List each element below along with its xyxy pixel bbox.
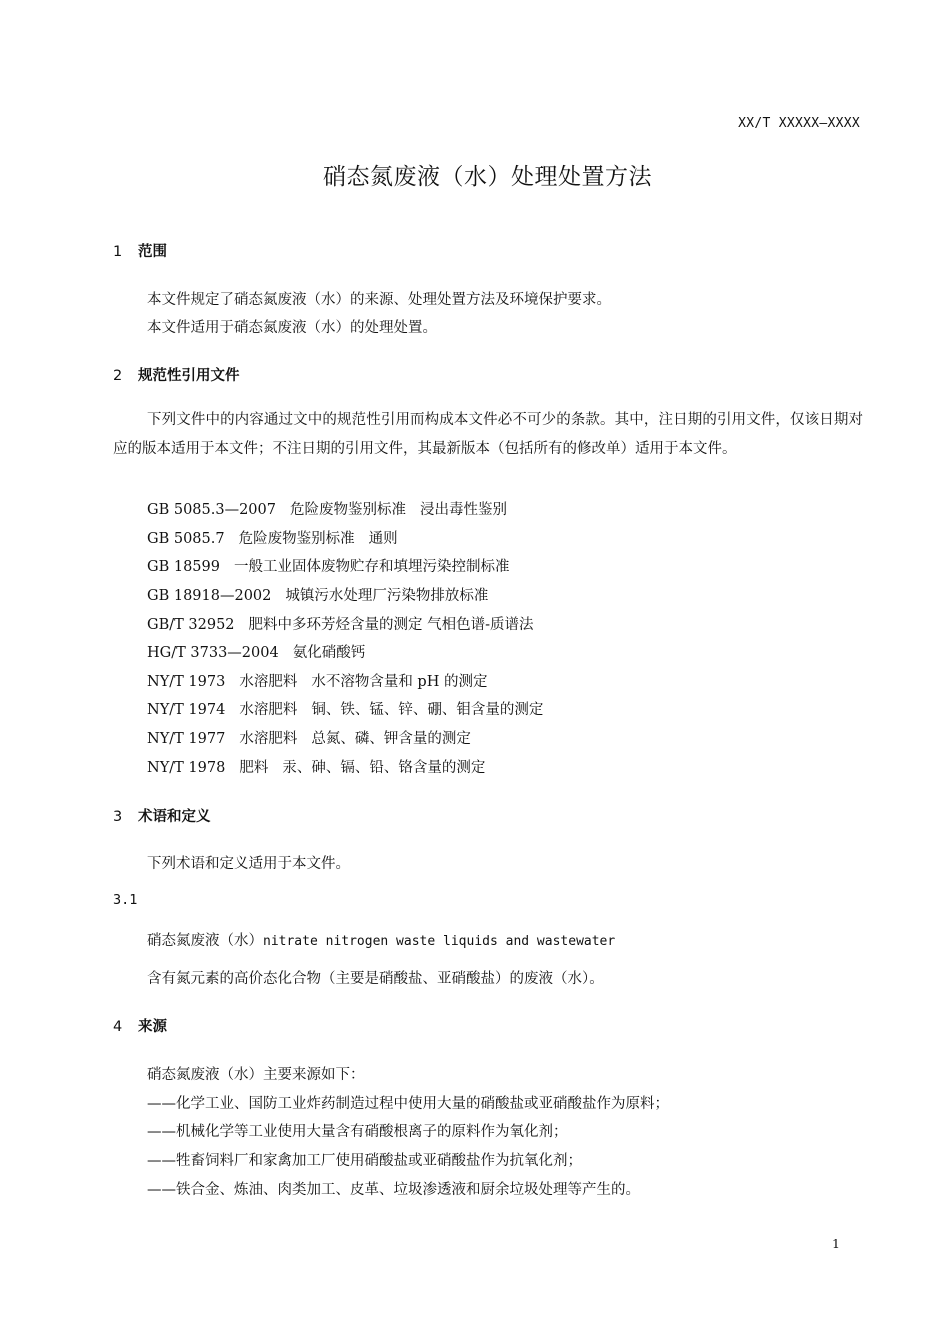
reference-item <box>147 698 543 719</box>
reference-item <box>147 641 379 662</box>
section-4-heading <box>113 1015 167 1036</box>
list-item: ——机械化学等工业使用大量含有硝酸根离子的原料作为氧化剂； <box>147 1124 568 1140</box>
term-chinese: 硝态氮废液（水） <box>147 933 263 949</box>
reference-item <box>147 756 485 777</box>
term-entry <box>147 929 615 950</box>
list-item: ——铁合金、炼油、肉类加工、皮革、垃圾渗透液和厨余垃圾处理等产生的。 <box>147 1182 640 1198</box>
reference-code: NY/T 1973 <box>147 674 226 690</box>
section-2-heading <box>113 364 240 385</box>
term-english: nitrate nitrogen waste liquids and wastewater <box>263 934 616 949</box>
reference-item <box>147 527 398 548</box>
reference-title: 危险废物鉴别标准 <box>290 502 406 518</box>
reference-code: GB 5085.7 <box>147 531 225 547</box>
reference-item <box>147 555 523 576</box>
section-number: 4 <box>113 1019 123 1035</box>
reference-title: 危险废物鉴别标准 <box>238 531 355 547</box>
section-title: 规范性引用文件 <box>138 368 240 384</box>
reference-title: 肥料 <box>239 760 269 776</box>
reference-title: 肥料中多环芳烃含量的测定 气相色谱-质谱法 <box>248 617 534 633</box>
reference-title: 水溶肥料 <box>239 702 298 718</box>
reference-title: 水溶肥料 <box>239 731 298 747</box>
reference-code: GB 5085.3—2007 <box>147 502 276 518</box>
reference-title: 一般工业固体废物贮存和填埋污染控制标准 <box>233 559 510 575</box>
list-item: ——牲畜饲料厂和家禽加工厂使用硝酸盐或亚硝酸盐作为抗氧化剂； <box>147 1153 582 1169</box>
reference-subtitle: 通则 <box>368 531 398 547</box>
reference-item <box>147 498 507 519</box>
reference-code: NY/T 1978 <box>147 760 226 776</box>
term-definition: 含有氮元素的高价态化合物（主要是硝酸盐、亚硝酸盐）的废液（水）。 <box>147 971 604 987</box>
reference-subtitle: 总氮、磷、钾含量的测定 <box>311 731 471 747</box>
reference-code: HG/T 3733—2004 <box>147 645 279 661</box>
reference-subtitle: 铜、铁、锰、锌、硼、钼含量的测定 <box>311 702 544 718</box>
reference-code: GB 18599 <box>147 559 220 575</box>
reference-code: GB 18918—2002 <box>147 588 272 604</box>
page-number: 1 <box>832 1236 840 1251</box>
section-number: 2 <box>113 368 123 384</box>
reference-subtitle: 汞、砷、镉、铅、铬含量的测定 <box>282 760 486 776</box>
page-title: 硝态氮废液（水）处理处置方法 <box>323 164 652 190</box>
reference-item <box>147 670 487 691</box>
reference-title: 水溶肥料 <box>239 674 298 690</box>
normative-references-intro: 下列文件中的内容通过文中的规范性引用而构成本文件必不可少的条款。其中，注日期的引用文件，仅该日期对应的版本适用于本文件；不注日期的引用文件，其最新版本（包括所有的修改单）适用于本文件。 <box>113 412 863 457</box>
section-number: 3 <box>113 809 123 825</box>
section-number: 1 <box>113 244 123 260</box>
reference-code: NY/T 1974 <box>147 702 226 718</box>
reference-code: GB/T 32952 <box>147 617 235 633</box>
paragraph: 下列术语和定义适用于本文件。 <box>147 856 350 872</box>
reference-item <box>147 584 502 605</box>
section-3-heading <box>113 805 211 826</box>
paragraph: 硝态氮废液（水）主要来源如下： <box>147 1067 365 1083</box>
section-title: 术语和定义 <box>138 809 211 825</box>
section-1-heading <box>113 240 167 261</box>
reference-title: 城镇污水处理厂污染物排放标准 <box>285 588 489 604</box>
paragraph: 本文件适用于硝态氮废液（水）的处理处置。 <box>147 320 437 336</box>
reference-subtitle: 浸出毒性鉴别 <box>420 502 507 518</box>
reference-item <box>147 613 548 634</box>
list-item: ——化学工业、国防工业炸药制造过程中使用大量的硝酸盐或亚硝酸盐作为原料； <box>147 1096 669 1112</box>
section-title: 来源 <box>138 1019 167 1035</box>
reference-subtitle: 水不溶物含量和 pH 的测定 <box>311 674 488 690</box>
reference-item <box>147 727 471 748</box>
document-code: XX/T XXXXX—XXXX <box>738 116 860 131</box>
subsection-number: 3.1 <box>113 892 138 908</box>
reference-code: NY/T 1977 <box>147 731 226 747</box>
reference-title: 氨化硝酸钙 <box>292 645 366 661</box>
paragraph: 本文件规定了硝态氮废液（水）的来源、处理处置方法及环境保护要求。 <box>147 292 611 308</box>
section-title: 范围 <box>138 244 167 260</box>
